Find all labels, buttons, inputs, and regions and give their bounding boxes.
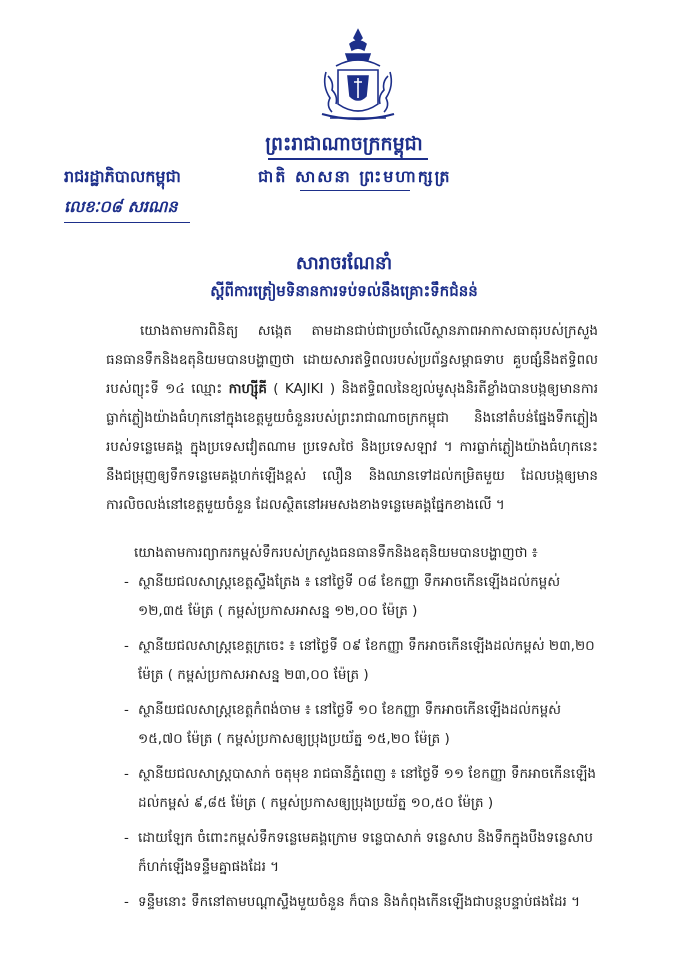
paragraph-weather-context: [106, 317, 598, 520]
paragraph-forecast-intro: យោងតាមការព្យាករកម្ពស់ទឹករបស់ក្រសួងធនធានទឹកនិងឧតុនិយមបានបង្ហាញថា ៖: [134, 545, 538, 561]
royal-coat-of-arms-emblem: [318, 26, 398, 126]
kingdom-heading: ព្រះរាជាណាចក្រកម្ពុជា: [265, 133, 423, 155]
motto-underline: [300, 190, 410, 191]
list-item: - ស្ថានីយជលសាស្ត្រខេត្តក្រចេះ ៖ នៅថ្ងៃទី ០៩ ខែកញ្ញា ទឹកអាចកើនឡើងដល់កម្ពស់ ២៣,២០ ម៉ែត្រ ( កម្ពស់ប្រកាសអាសន្ន ២៣,០០ ម៉ែត្រ ): [124, 632, 608, 690]
list-marker: -: [124, 574, 129, 590]
forecast-list: [124, 568, 608, 923]
list-item: - ស្ថានីយជលសាស្ត្រខេត្តកំពង់ចាម ៖ នៅថ្ងៃទី ១០ ខែកញ្ញា ទឹកអាចកើនឡើងដល់កម្ពស់ ១៥,៧០ ម៉ែត្រ ( កម្ពស់ប្រកាសឲ្យប្រុងប្រយ័ត្ន ១៥,២០ ម៉ែត្រ ): [124, 696, 608, 754]
kingdom-underline: [268, 158, 428, 160]
list-marker: -: [124, 830, 129, 846]
reference-underline: [64, 222, 190, 223]
list-item: - ទន្ទឹមនោះ ទឹកនៅតាមបណ្តាស្ទឹងមួយចំនួន ក៏បាន និងកំពុងកើនឡើងជាបន្តបន្ទាប់ផងដែរ ។: [124, 888, 608, 917]
document-subtitle: ស្តីពីការត្រៀមទិនានការទប់ទល់នឹងគ្រោះទឹកជំនន់: [210, 282, 478, 300]
paragraph-part: ( KAJIKI ) និងឥទ្ធិពលនៃខ្យល់មូសុងនិរតីខ្លាំងបានបង្កឲ្យមានការធ្លាក់ភ្លៀងយ៉ាងធំហុកនៅក្នុងខេត្តមួយចំនួនរបស់ព្រះរាជាណាចក្រកម្ពុជា និងនៅតំបន់ផ្នែងទឹកភ្លៀងរបស់ទន្លេមេគង្គ ក្នុងប្រទេសវៀតណាម ប្រទេសថៃ និងប្រទេសឡាវ ។ ការធ្លាក់ភ្លៀងយ៉ាងធំហុកនេះ នឹងជម្រុញឲ្យទឹកទន្លេមេគង្គហក់ឡើងខ្ពស់ លឿន និងឈានទៅដល់កម្រិតមួយ ដែលបង្កឲ្យមានការលិចលង់នៅខេត្តមួយចំនួន ដែលស្ថិតនៅអមសងខាងទន្លេមេគង្គផ្នែកខាងលើ ។: [106, 381, 599, 513]
national-motto: ជាតិ សាសនា ព្រះមហាក្សត្រ: [258, 167, 452, 186]
list-item: - ដោយឡែក ចំពោះកម្ពស់ទឹកទន្លេមេគង្គក្រោម ទន្លេបាសាក់ ទន្លេសាប និងទឹកក្នុងបឹងទន្លេសាប ក៏ហក់ឡើងទន្ទឹមគ្នាផងដែរ ។: [124, 824, 608, 882]
document-title: សារាចរណែនាំ: [295, 253, 393, 274]
reference-number: លេខៈ០៨ សរណន: [64, 197, 178, 216]
list-marker: -: [124, 766, 129, 782]
list-marker: -: [124, 638, 129, 654]
paragraph-part: យោងតាមការពិនិត្យ សង្កេត តាមដានជាប់ជាប្រចាំលើស្ថានភាពអាកាសធាតុរបស់ក្រសួងធនធានទឹកនិងឧតុនិយមបានបង្ហាញថា ដោយសារឥទ្ធិពលរបស់ប្រព័ន្ធសម្ពាធទាប គួបផ្សំនឹងឥទ្ធិពលរបស់ព្យុះទី ១៤ ឈ្មោះ: [106, 323, 598, 397]
issuing-authority: រាជរដ្ឋាភិបាលកម្ពុជា: [64, 167, 181, 186]
list-item: - ស្ថានីយជលសាស្ត្រខេត្តស្ទឹងត្រែង ៖ នៅថ្ងៃទី ០៨ ខែកញ្ញា ទឹកអាចកើនឡើងដល់កម្ពស់ ១២,៣៥ ម៉ែត្រ ( កម្ពស់ប្រកាសអាសន្ន ១២,០០ ម៉ែត្រ ): [124, 568, 608, 626]
list-marker: -: [124, 702, 129, 718]
storm-name: កាហ្ស៊ីគី: [228, 381, 267, 397]
list-item: - ស្ថានីយជលសាស្ត្របាសាក់ ចតុមុខ រាជធានីភ្នំពេញ ៖ នៅថ្ងៃទី ១១ ខែកញ្ញា ទឹកអាចកើនឡើងដល់កម្ពស់ ៩,៨៥ ម៉ែត្រ ( កម្ពស់ប្រកាសឲ្យប្រុងប្រយ័ត្ន ១០,៥០ ម៉ែត្រ ): [124, 760, 608, 818]
list-marker: -: [124, 894, 129, 910]
